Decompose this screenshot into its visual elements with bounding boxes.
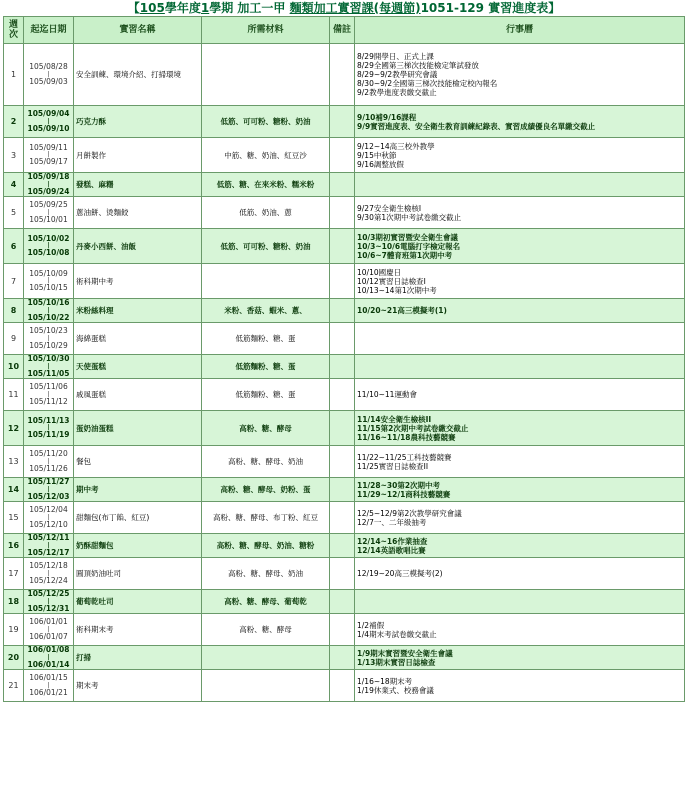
event-item: 10/10國慶日: [357, 267, 402, 277]
week-cell: 7: [4, 264, 24, 299]
table-row: [4, 106, 685, 138]
end-date: 105/09/17: [29, 157, 68, 166]
date-separator: |: [47, 117, 50, 125]
event-item: 9/10補9/16課程: [357, 112, 417, 122]
event-item: 11/25實習日誌檢查II: [357, 461, 429, 471]
header-events: 行事曆: [355, 17, 685, 44]
event-item: 11/15第2次期中考試卷繳交截止: [357, 423, 469, 433]
date-cell: [24, 614, 74, 646]
start-date: 105/10/16: [27, 298, 70, 307]
material-cell: [202, 646, 330, 670]
start-date: 106/01/15: [29, 673, 68, 682]
events-cell: [355, 590, 685, 614]
name-cell: 甜麵包(布丁餡、紅豆): [74, 502, 202, 534]
table-row: [4, 44, 685, 106]
date-separator: |: [47, 70, 50, 78]
start-date: 105/10/30: [27, 354, 70, 363]
date-cell: [24, 323, 74, 355]
table-row: [4, 264, 685, 299]
date-cell: [24, 264, 74, 299]
end-date: 105/12/24: [29, 575, 68, 585]
week-cell: 15: [4, 502, 24, 534]
event-item: 9/12~14高三校外教學: [357, 141, 435, 151]
event-item: 8/29~9/2教學研究會議: [357, 70, 438, 79]
date-separator: |: [47, 541, 50, 549]
date-separator: |: [47, 653, 50, 661]
end-date: 105/10/08: [27, 248, 70, 257]
note-cell: [330, 264, 355, 299]
end-date: 105/12/10: [29, 519, 68, 529]
note-cell: [330, 446, 355, 478]
event-item: 12/7一、二年級抽考: [357, 517, 427, 527]
note-cell: [330, 323, 355, 355]
name-cell: 術科期末考: [74, 614, 202, 646]
event-item: 1/16~18期末考: [357, 676, 413, 686]
week-cell: 21: [4, 670, 24, 702]
name-cell: 葡萄乾吐司: [74, 590, 202, 614]
date-cell: [24, 534, 74, 558]
date-separator: |: [47, 306, 50, 314]
event-item: 11/14安全衛生檢核II: [357, 414, 432, 424]
week-cell: 11: [4, 379, 24, 411]
note-cell: [330, 646, 355, 670]
events-cell: [355, 534, 685, 558]
events-cell: [355, 106, 685, 138]
material-cell: 低筋麵粉、糖、蛋: [202, 379, 330, 411]
event-item: 12/5~12/9第2次教學研究會議: [357, 508, 462, 518]
note-cell: [330, 379, 355, 411]
event-item: 12/14~16作業抽查: [357, 536, 428, 546]
start-date: 105/12/18: [29, 561, 68, 570]
end-date: 105/10/01: [29, 214, 68, 224]
table-row: [4, 323, 685, 355]
events-cell: [355, 229, 685, 264]
events-cell: [355, 646, 685, 670]
date-separator: |: [47, 597, 50, 605]
title-mid1: 學年度: [164, 1, 201, 15]
note-cell: [330, 138, 355, 173]
event-item: 10/12實習日誌檢查I: [357, 276, 426, 286]
date-cell: [24, 502, 74, 534]
events-cell: [355, 264, 685, 299]
event-item: 9/27安全衛生檢核I: [357, 203, 422, 213]
events-cell: [355, 614, 685, 646]
start-date: 105/12/11: [27, 533, 70, 542]
date-separator: |: [47, 485, 50, 493]
material-cell: 高粉、糖、酵母: [202, 411, 330, 446]
note-cell: [330, 106, 355, 138]
table-row: [4, 299, 685, 323]
table-row: [4, 355, 685, 379]
title-suffix: 實習進度表】: [484, 1, 561, 15]
date-cell: [24, 478, 74, 502]
name-cell: 海綿蛋糕: [74, 323, 202, 355]
date-separator: |: [47, 362, 50, 370]
event-item: 8/30~9/2全國第三梯次技能檢定校內報名: [357, 79, 498, 88]
title-semester: 1: [200, 1, 210, 15]
end-date: 105/11/19: [27, 430, 70, 439]
events-cell: [355, 173, 685, 197]
event-item: 11/10~11運動會: [357, 390, 417, 399]
week-cell: 5: [4, 197, 24, 229]
event-item: 12/19~20高三模擬考(2): [357, 569, 443, 578]
date-separator: |: [47, 334, 50, 342]
material-cell: [202, 670, 330, 702]
event-item: 11/22~11/25工科技藝競賽: [357, 452, 452, 462]
date-separator: |: [47, 208, 50, 216]
date-cell: [24, 44, 74, 106]
start-date: 105/10/23: [29, 326, 68, 335]
events-cell: [355, 411, 685, 446]
week-cell: 13: [4, 446, 24, 478]
event-item: 1/19休業式、校務會議: [357, 685, 434, 695]
date-separator: |: [47, 681, 50, 689]
note-cell: [330, 197, 355, 229]
start-date: 105/11/13: [27, 415, 70, 425]
week-cell: 19: [4, 614, 24, 646]
events-cell: [355, 138, 685, 173]
name-cell: 巧克力酥: [74, 106, 202, 138]
event-item: 11/28~30第2次期中考: [357, 480, 441, 490]
name-cell: 蛋奶油蛋糕: [74, 411, 202, 446]
date-separator: |: [47, 424, 50, 431]
table-row: [4, 379, 685, 411]
title-year: 105: [139, 1, 165, 15]
name-cell: 打掃: [74, 646, 202, 670]
start-date: 105/11/06: [29, 382, 68, 391]
material-cell: 高粉、糖、酵母、奶油、糖粉: [202, 534, 330, 558]
material-cell: 高粉、糖、酵母、葡萄乾: [202, 590, 330, 614]
start-date: 105/09/11: [29, 142, 68, 152]
date-cell: [24, 106, 74, 138]
end-date: 105/09/03: [29, 76, 68, 86]
name-cell: 丹麥小西餅、油飯: [74, 229, 202, 264]
note-cell: [330, 173, 355, 197]
note-cell: [330, 534, 355, 558]
table-row: [4, 197, 685, 229]
date-cell: [24, 590, 74, 614]
material-cell: 高粉、糖、酵母、奶油: [202, 558, 330, 590]
date-separator: |: [47, 277, 50, 284]
week-cell: 6: [4, 229, 24, 264]
note-cell: [330, 614, 355, 646]
week-cell: 14: [4, 478, 24, 502]
name-cell: 發糕、麻糬: [74, 173, 202, 197]
material-cell: 高粉、糖、酵母、奶油: [202, 446, 330, 478]
name-cell: 圓頂奶油吐司: [74, 558, 202, 590]
table-row: [4, 670, 685, 702]
name-cell: 米粉絲料理: [74, 299, 202, 323]
schedule-body: [4, 44, 685, 702]
table-row: [4, 590, 685, 614]
date-separator: |: [47, 390, 50, 398]
date-separator: |: [47, 513, 50, 521]
date-separator: |: [47, 457, 50, 465]
start-date: 105/10/09: [29, 268, 68, 278]
end-date: 105/10/22: [27, 312, 70, 322]
header-note: 備註: [330, 17, 355, 44]
date-separator: |: [47, 625, 50, 633]
event-item: 8/29全國第三梯次技能檢定筆試發放: [357, 61, 479, 70]
start-date: 105/09/25: [29, 200, 68, 209]
week-cell: 9: [4, 323, 24, 355]
note-cell: [330, 558, 355, 590]
week-cell: 8: [4, 299, 24, 323]
start-date: 105/12/04: [29, 505, 68, 514]
name-cell: 月餅製作: [74, 138, 202, 173]
date-separator: |: [47, 151, 50, 158]
start-date: 105/10/02: [27, 233, 70, 243]
week-cell: 1: [4, 44, 24, 106]
start-date: 105/09/04: [27, 109, 70, 118]
end-date: 105/11/26: [29, 463, 68, 473]
material-cell: 高粉、糖、酵母、奶粉、蛋: [202, 478, 330, 502]
table-row: [4, 411, 685, 446]
event-item: 1/2補假: [357, 620, 385, 630]
table-row: [4, 534, 685, 558]
start-date: 105/11/27: [27, 477, 70, 486]
week-cell: 16: [4, 534, 24, 558]
events-cell: [355, 197, 685, 229]
end-date: 105/12/31: [27, 603, 70, 613]
material-cell: 低筋、可可粉、糖粉、奶油: [202, 106, 330, 138]
note-cell: [330, 229, 355, 264]
table-row: [4, 138, 685, 173]
material-cell: 低筋、糖、在來米粉、糯米粉: [202, 173, 330, 197]
name-cell: 奶酥甜麵包: [74, 534, 202, 558]
event-item: 1/9期末實習暨安全衛生會議: [357, 648, 453, 658]
start-date: 106/01/01: [29, 617, 68, 626]
date-cell: [24, 355, 74, 379]
events-cell: [355, 355, 685, 379]
end-date: 105/09/10: [27, 123, 70, 133]
name-cell: 天使蛋糕: [74, 355, 202, 379]
material-cell: 米粉、香菇、蝦米、蔥、: [202, 299, 330, 323]
event-item: 10/13~14第1次期中考: [357, 285, 437, 295]
week-cell: 3: [4, 138, 24, 173]
end-date: 105/10/29: [29, 340, 68, 350]
event-item: 10/3期初實習暨安全衛生會議: [357, 232, 458, 242]
events-cell: [355, 502, 685, 534]
note-cell: [330, 590, 355, 614]
event-item: 11/29~12/1商科技藝競賽: [357, 489, 451, 499]
table-row: [4, 478, 685, 502]
week-cell: 10: [4, 355, 24, 379]
material-cell: 高粉、糖、酵母、布丁粉、紅豆: [202, 502, 330, 534]
note-cell: [330, 299, 355, 323]
material-cell: [202, 44, 330, 106]
date-cell: [24, 558, 74, 590]
events-cell: [355, 670, 685, 702]
date-cell: [24, 411, 74, 446]
name-cell: 術科期中考: [74, 264, 202, 299]
material-cell: 低筋、可可粉、糖粉、奶油: [202, 229, 330, 264]
event-item: 9/2教學進度表繳交截止: [357, 88, 437, 97]
events-cell: [355, 478, 685, 502]
end-date: 105/12/03: [27, 491, 70, 501]
table-row: [4, 173, 685, 197]
week-cell: 12: [4, 411, 24, 446]
end-date: 105/09/24: [27, 186, 70, 196]
title-code: 1051-129: [420, 1, 485, 15]
date-separator: |: [47, 242, 50, 249]
header-material: 所需材料: [202, 17, 330, 44]
start-date: 106/01/08: [27, 645, 70, 654]
week-cell: 4: [4, 173, 24, 197]
material-cell: 低筋、奶油、蔥: [202, 197, 330, 229]
name-cell: 期中考: [74, 478, 202, 502]
event-item: 10/3~10/6電腦打字檢定報名: [357, 241, 461, 251]
date-cell: [24, 173, 74, 197]
start-date: 105/12/25: [27, 589, 70, 598]
week-cell: 17: [4, 558, 24, 590]
header-name: 實習名稱: [74, 17, 202, 44]
events-cell: [355, 446, 685, 478]
date-cell: [24, 446, 74, 478]
events-cell: [355, 323, 685, 355]
title-mid2: 學期 加工一甲: [209, 1, 290, 15]
table-row: [4, 502, 685, 534]
table-row: [4, 446, 685, 478]
event-item: 10/6~7體育班第1次期中考: [357, 250, 453, 260]
end-date: 105/12/17: [27, 547, 70, 557]
event-item: 9/30第1次期中考試卷繳交截止: [357, 212, 462, 222]
week-cell: 2: [4, 106, 24, 138]
event-item: 9/9實習進度表、安全衛生教育訓練紀錄表、實習成績優良名單繳交截止: [357, 121, 596, 131]
event-item: 12/14英語歌唱比賽: [357, 545, 426, 555]
events-cell: [355, 44, 685, 106]
header-date: 起迄日期: [24, 17, 74, 44]
header-week: 週次: [4, 17, 24, 44]
material-cell: 高粉、糖、酵母: [202, 614, 330, 646]
date-cell: [24, 229, 74, 264]
note-cell: [330, 44, 355, 106]
note-cell: [330, 478, 355, 502]
start-date: 105/09/18: [27, 172, 70, 181]
events-cell: [355, 558, 685, 590]
end-date: 105/11/05: [27, 368, 70, 378]
start-date: 105/11/20: [29, 449, 68, 458]
date-cell: [24, 299, 74, 323]
material-cell: 低筋麵粉、糖、蛋: [202, 323, 330, 355]
table-row: [4, 646, 685, 670]
name-cell: 餐包: [74, 446, 202, 478]
week-cell: 18: [4, 590, 24, 614]
event-item: 10/20~21高三模擬考(1): [357, 306, 447, 315]
note-cell: [330, 670, 355, 702]
name-cell: 期末考: [74, 670, 202, 702]
event-item: 1/4期末考試卷繳交截止: [357, 629, 437, 639]
schedule-table: [3, 16, 685, 702]
name-cell: 蔥油餅、烫麵餃: [74, 197, 202, 229]
end-date: 106/01/21: [29, 687, 68, 697]
material-cell: 中筋、糖、奶油、紅豆沙: [202, 138, 330, 173]
event-item: 1/13期末實習日誌檢查: [357, 657, 436, 667]
table-row: [4, 229, 685, 264]
events-cell: [355, 299, 685, 323]
title-prefix: 【: [127, 1, 140, 15]
date-separator: |: [47, 180, 50, 188]
end-date: 106/01/14: [27, 659, 70, 669]
start-date: 105/08/28: [29, 62, 68, 71]
events-cell: [355, 379, 685, 411]
page-title: [0, 0, 688, 16]
end-date: 105/10/15: [29, 283, 68, 292]
material-cell: 低筋麵粉、糖、蛋: [202, 355, 330, 379]
event-item: 9/15中秋節: [357, 150, 397, 160]
date-cell: [24, 197, 74, 229]
event-item: 11/16~11/18農科技藝競賽: [357, 432, 456, 442]
end-date: 105/11/12: [29, 396, 68, 406]
date-cell: [24, 138, 74, 173]
end-date: 106/01/07: [29, 631, 68, 641]
title-course: 麵類加工實習課(每週節): [289, 1, 421, 15]
material-cell: [202, 264, 330, 299]
name-cell: 安全訓練、環境介紹、打掃環境: [74, 44, 202, 106]
event-item: 8/29開學日、正式上課: [357, 52, 434, 61]
date-separator: |: [47, 569, 50, 577]
date-cell: [24, 646, 74, 670]
table-row: [4, 614, 685, 646]
event-item: 9/16調整放假: [357, 159, 404, 169]
date-cell: [24, 670, 74, 702]
name-cell: 戚風蛋糕: [74, 379, 202, 411]
week-cell: 20: [4, 646, 24, 670]
note-cell: [330, 502, 355, 534]
note-cell: [330, 355, 355, 379]
note-cell: [330, 411, 355, 446]
date-cell: [24, 379, 74, 411]
header-row: [4, 17, 685, 44]
table-row: [4, 558, 685, 590]
